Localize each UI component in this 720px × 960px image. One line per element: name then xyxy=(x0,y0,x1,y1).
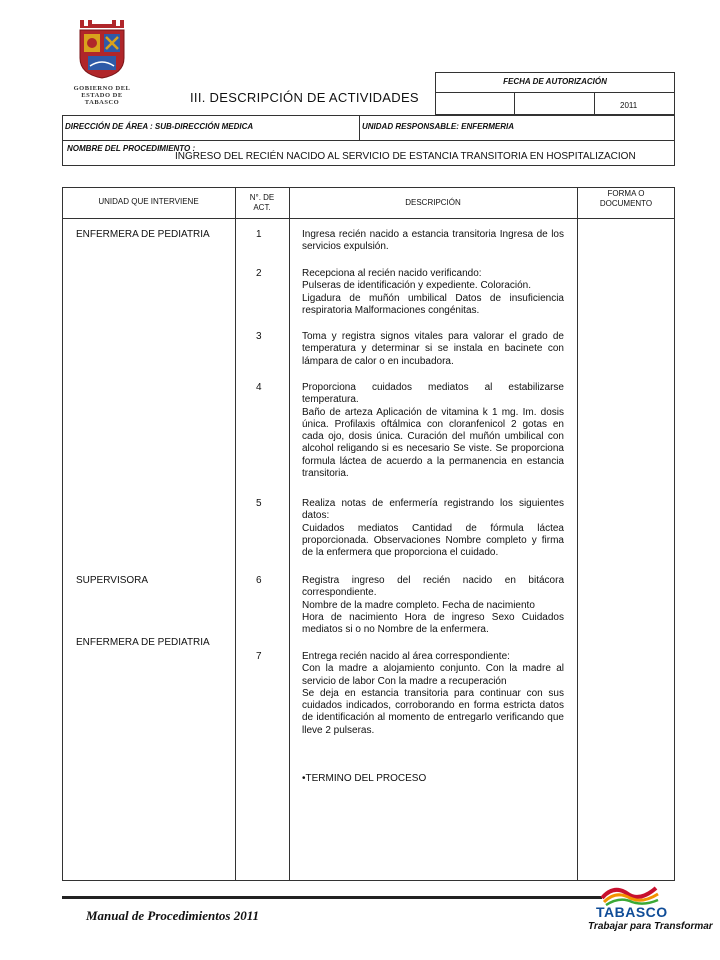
fecha-year: 2011 xyxy=(620,101,638,110)
footer-manual: Manual de Procedimientos 2011 xyxy=(86,908,259,923)
act-num-4: 4 xyxy=(256,382,262,393)
act-num-7: 7 xyxy=(256,651,262,662)
crest-line-3: TABASCO xyxy=(84,99,120,106)
section-title: III. DESCRIPCIÓN DE ACTIVIDADES xyxy=(190,90,419,105)
act-desc-5: Realiza notas de enfermería registrando los siguientes datos: Cuidados mediatos Cantidad de fórmula láctea proporcionada. Observaciones Nombre completo y firma de la enfermera que proporciona el cuidado. xyxy=(302,498,564,559)
unit-supervisora: SUPERVISORA xyxy=(76,575,149,586)
col-header-unidad: UNIDAD QUE INTERVIENE xyxy=(98,197,199,206)
act-num-3: 3 xyxy=(256,331,262,342)
act-desc-6: Registra ingreso del recién nacido en bitácora correspondiente. Nombre de la madre completo. Fecha de nacimiento Hora de nacimiento Hora de ingreso Sexo Cuidados mediatos si o no Nombre de la enfermera. xyxy=(302,575,564,636)
tabasco-logo-icon xyxy=(600,884,660,906)
unit-enfermera-2: ENFERMERA DE PEDIATRIA xyxy=(76,637,210,648)
col-header-forma: FORMA O DOCUMENTO xyxy=(599,189,653,208)
nombre-procedimiento-label: NOMBRE DEL PROCEDIMIENTO : xyxy=(67,144,196,153)
act-desc-2: Recepciona al recién nacido verificando: Pulseras de identificación y expediente. Coloración. Ligadura de muñón umbilical Datos de insuficiencia respiratoria Malformaciones congénitas. xyxy=(302,268,564,316)
act-desc-4: Proporciona cuidados mediatos al estabilizarse temperatura. Baño de arteza Aplicación de vitamina k 1 mg. Im. dosis única. Profilaxis oftálmica con cloranfenicol 2 gotas en cada ojo, dosis única. Curación del muñón umbilical con alcohol religando si es necesario Se viste. Se proporciona formula láctea de acuerdo a la permanencia en estancia transitoria. xyxy=(302,382,564,480)
nombre-procedimiento-value: INGRESO DEL RECIÉN NACIDO AL SERVICIO DE ESTANCIA TRANSITORIA EN HOSPITALIZACION xyxy=(175,151,636,162)
state-crest xyxy=(70,18,134,106)
tabasco-logo-slogan: Trabajar para Transformar xyxy=(588,921,713,932)
tabasco-logo xyxy=(588,884,713,944)
act-num-1: 1 xyxy=(256,229,262,240)
crest-line-2: ESTADO DE xyxy=(81,92,123,99)
crest-shield-icon xyxy=(70,18,134,80)
col-header-num: N°. DE ACT. xyxy=(249,193,275,212)
act-desc-3: Toma y registra signos vitales para valorar el grado de temperatura y determinar si se instala en bacinete con lámpara de calor o en incubadora. xyxy=(302,331,564,367)
unidad-responsable: UNIDAD RESPONSABLE: ENFERMERIA xyxy=(362,122,515,131)
fecha-label: FECHA DE AUTORIZACIÓN xyxy=(503,77,607,86)
end-of-process: •TERMINO DEL PROCESO xyxy=(302,773,427,784)
act-num-2: 2 xyxy=(256,268,262,279)
act-desc-7: Entrega recién nacido al área correspondiente: Con la madre a alojamiento conjunto. Con la madre al servicio de labor Con la madre a recuperación Se deja en estancia transitoria para continuar con sus cuidados indicados, corroborando en forma estricta datos de identificación al momento de entregarlo verificando que lleve 2 pulseras. xyxy=(302,651,564,736)
crest-line-1: GOBIERNO DEL xyxy=(73,85,131,92)
footer-rule xyxy=(62,896,602,899)
act-desc-1: Ingresa recién nacido a estancia transitoria Ingresa de los servicios expulsión. xyxy=(302,229,564,253)
col-header-desc: DESCRIPCIÓN xyxy=(405,198,461,207)
unit-enfermera-1: ENFERMERA DE PEDIATRIA xyxy=(76,229,210,240)
tabasco-logo-name: TABASCO xyxy=(596,904,668,920)
direccion-area: DIRECCIÓN DE ÁREA : SUB-DIRECCIÓN MEDICA xyxy=(65,122,254,131)
act-num-5: 5 xyxy=(256,498,262,509)
act-num-6: 6 xyxy=(256,575,262,586)
